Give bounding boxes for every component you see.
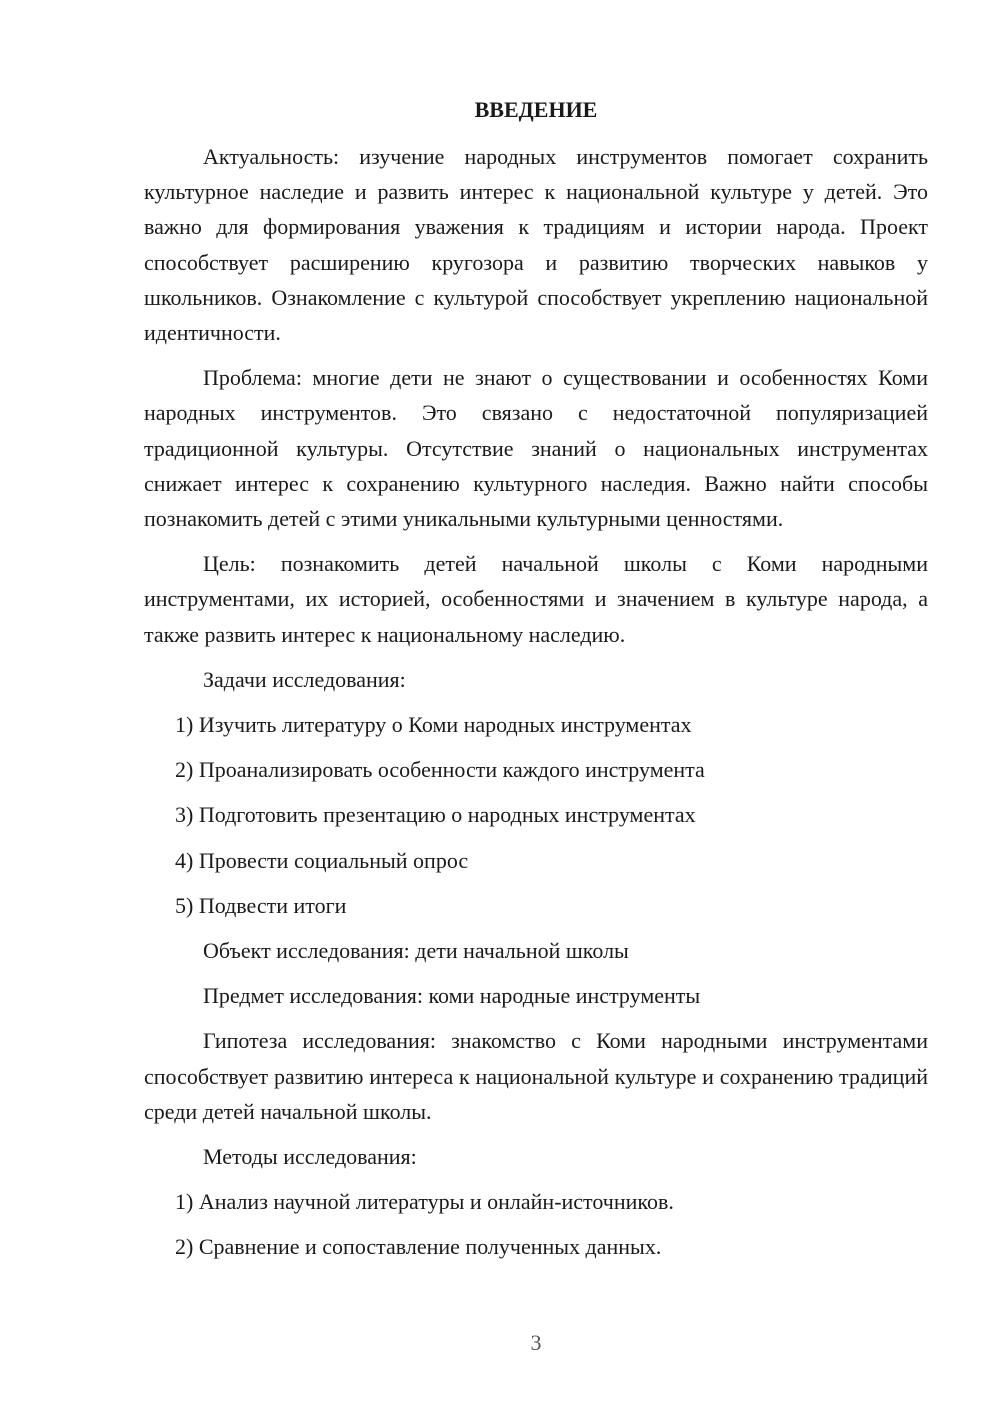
section-title: ВВЕДЕНИЕ bbox=[474, 97, 598, 122]
document-page bbox=[144, 92, 928, 1275]
methods-list bbox=[144, 1184, 928, 1264]
research-object: Объект исследования: дети начальной школы bbox=[203, 938, 629, 964]
goal-paragraph: Цель: познакомить детей начальной школы с Коми народными инструментами, их историей, особенностями и значением в культуре народа, а также развить интерес к национальному наследию. bbox=[144, 551, 928, 647]
relevance-paragraph: Актуальность: изучение народных инструментов помогает сохранить культурное наследие и развить интерес к национальной культуре у детей. Это важно для формирования уважения к традициям и истории народа. Проект способствует расширению кругозора и развитию творческих навыков у школьников. Ознакомление с культурой способствует укреплению национальной идентичности. bbox=[144, 144, 928, 346]
tasks-heading: Задачи исследования: bbox=[203, 666, 406, 692]
hypothesis-paragraph: Гипотеза исследования: знакомство с Коми народными инструментами способствует развитию интереса к национальной культуре и сохранению традиций среди детей начальной школы. bbox=[144, 1028, 928, 1124]
task-item: 4) Провести социальный опрос bbox=[175, 847, 469, 873]
method-item: 2) Сравнение и сопоставление полученных данных. bbox=[175, 1234, 662, 1260]
task-item: 5) Подвести итоги bbox=[175, 892, 347, 918]
task-item: 1) Изучить литературу о Коми народных инструментах bbox=[175, 712, 692, 738]
task-item: 3) Подготовить презентацию о народных инструментах bbox=[175, 802, 696, 828]
methods-heading: Методы исследования: bbox=[203, 1144, 417, 1170]
method-item: 1) Анализ научной литературы и онлайн-источников. bbox=[175, 1189, 674, 1215]
page-number: 3 bbox=[530, 1330, 542, 1355]
research-subject: Предмет исследования: коми народные инструменты bbox=[203, 983, 701, 1009]
tasks-list bbox=[144, 707, 928, 923]
task-item: 2) Проанализировать особенности каждого инструмента bbox=[175, 757, 705, 783]
problem-paragraph: Проблема: многие дети не знают о существовании и особенностях Коми народных инструментов. Это связано с недостаточной популяризацией традиционной культуры. Отсутствие знаний о национальных инструментах снижает интерес к сохранению культурного наследия. Важно найти способы познакомить детей с этими уникальными культурными ценностями. bbox=[144, 365, 928, 532]
